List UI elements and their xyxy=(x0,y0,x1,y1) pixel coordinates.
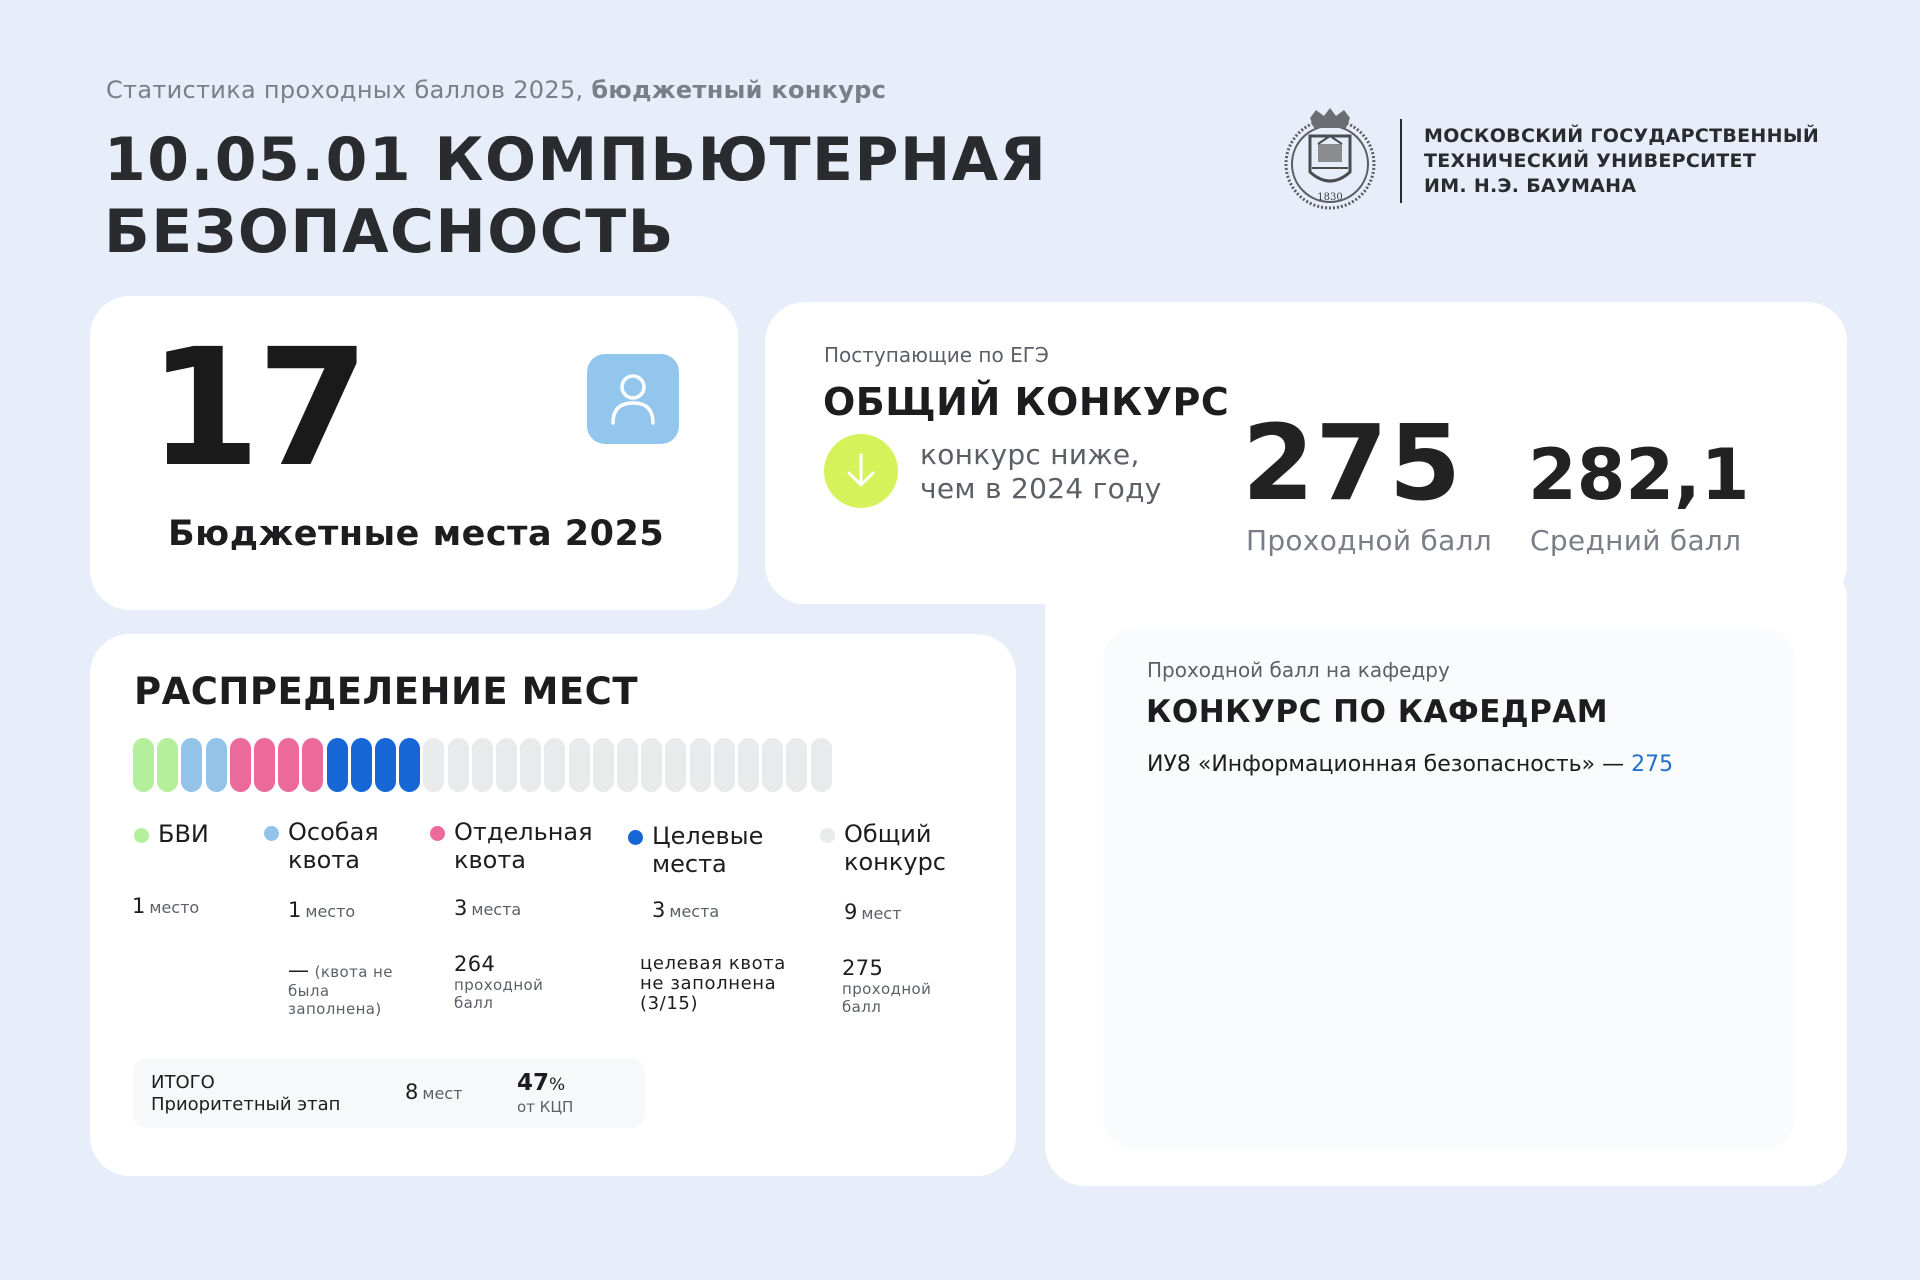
seat-pill-target xyxy=(327,738,348,792)
note-special-text: (квота не была заполнена) xyxy=(288,963,393,1018)
seat-pill-general xyxy=(544,738,565,792)
average-score-label: Средний балл xyxy=(1530,524,1742,557)
seat-pill-bvi xyxy=(157,738,178,792)
legend-target-label2: места xyxy=(652,850,727,878)
trend-note-line1: конкурс ниже, xyxy=(920,438,1140,471)
seat-pill-general xyxy=(738,738,759,792)
department-name: ИУ8 «Информационная безопасность» — xyxy=(1147,752,1632,777)
legend-dot-separate xyxy=(430,826,445,841)
count-special: 1 место xyxy=(288,898,356,922)
university-logo xyxy=(1280,106,1819,216)
seat-pill-general xyxy=(496,738,517,792)
seat-pill-general xyxy=(665,738,686,792)
distribution-title: РАСПРЕДЕЛЕНИЕ МЕСТ xyxy=(134,670,639,713)
legend-special xyxy=(264,818,379,874)
legend-target-label1: Целевые xyxy=(652,822,764,850)
note-general xyxy=(842,956,952,1016)
note-separate xyxy=(454,952,564,1012)
budget-places-label: Бюджетные места 2025 xyxy=(168,514,665,554)
seat-pill-bvi xyxy=(133,738,154,792)
university-seal-icon xyxy=(1280,106,1380,216)
seat-pill-separate xyxy=(278,738,299,792)
logo-divider xyxy=(1400,119,1402,203)
note-general-text: проходной балл xyxy=(842,980,932,1016)
page-subtitle: Статистика проходных баллов 2025, бюджетный конкурс xyxy=(106,76,887,104)
note-general-value: 275 xyxy=(842,956,884,980)
user-icon xyxy=(587,354,679,444)
legend-bvi xyxy=(134,820,209,848)
department-item xyxy=(1147,752,1673,777)
note-target: целевая квота не заполнена (3/15) xyxy=(640,953,786,1014)
legend-general-label1: Общий xyxy=(844,820,932,848)
note-special xyxy=(288,958,398,1018)
legend-general xyxy=(820,820,946,876)
budget-card xyxy=(90,296,738,610)
count-bvi: 1 место xyxy=(132,894,200,918)
university-name-line3: ИМ. Н.Э. БАУМАНА xyxy=(1424,174,1637,197)
university-name-line1: МОСКОВСКИЙ ГОСУДАРСТВЕННЫЙ xyxy=(1424,124,1820,147)
ege-subtitle: Поступающие по ЕГЭ xyxy=(824,343,1049,367)
seat-pill-general xyxy=(762,738,783,792)
departments-subtitle: Проходной балл на кафедру xyxy=(1147,658,1450,682)
legend-dot-general xyxy=(820,828,835,843)
seat-pill-special xyxy=(206,738,227,792)
average-score: 282,1 xyxy=(1528,434,1750,516)
arrow-down-icon xyxy=(824,434,898,508)
seal-year: 1830 xyxy=(1317,192,1343,203)
seat-pill-general xyxy=(448,738,469,792)
legend-dot-target xyxy=(628,830,643,845)
passing-score: 275 xyxy=(1242,402,1463,524)
total-count: 8 мест xyxy=(405,1080,463,1104)
legend-general-label2: конкурс xyxy=(844,848,946,876)
seat-pill-general xyxy=(690,738,711,792)
seat-pill-general xyxy=(593,738,614,792)
seat-pill-general xyxy=(786,738,807,792)
count-separate: 3 места xyxy=(454,896,522,920)
page-title-line2: БЕЗОПАСНОСТЬ xyxy=(104,197,675,267)
trend-note-line2: чем в 2024 году xyxy=(920,472,1162,505)
seat-pill-target xyxy=(375,738,396,792)
legend-separate xyxy=(430,818,593,874)
seat-pill-general xyxy=(472,738,493,792)
total-box xyxy=(133,1058,645,1128)
page-title xyxy=(104,124,1047,268)
total-percent-sub: от КЦП xyxy=(517,1098,574,1116)
legend-special-label1: Особая xyxy=(288,818,379,846)
budget-places-number: 17 xyxy=(148,315,366,503)
seat-pill-general xyxy=(811,738,832,792)
seat-pill-general xyxy=(569,738,590,792)
legend-dot-bvi xyxy=(134,828,149,843)
trend-note xyxy=(920,438,1162,506)
seat-pill-general xyxy=(617,738,638,792)
count-general: 9 мест xyxy=(844,900,902,924)
seat-pill-general xyxy=(714,738,735,792)
seat-pill-special xyxy=(181,738,202,792)
legend-special-label2: квота xyxy=(288,846,361,874)
panel-connector xyxy=(765,500,1065,604)
seat-pills xyxy=(133,738,993,794)
passing-score-label: Проходной балл xyxy=(1246,524,1492,557)
seat-pill-target xyxy=(399,738,420,792)
legend-dot-special xyxy=(264,826,279,841)
legend-target xyxy=(628,822,763,878)
legend-bvi-label: БВИ xyxy=(158,820,209,848)
total-label: ИТОГО Приоритетный этап xyxy=(151,1072,341,1115)
distribution-card xyxy=(90,634,1016,1176)
note-separate-value: 264 xyxy=(454,952,496,976)
university-name-line2: ТЕХНИЧЕСКИЙ УНИВЕРСИТЕТ xyxy=(1424,149,1757,172)
seat-pill-general xyxy=(520,738,541,792)
note-special-value: — xyxy=(288,958,310,982)
university-name xyxy=(1424,124,1819,199)
ege-title: ОБЩИЙ КОНКУРС xyxy=(823,380,1230,424)
legend-separate-label2: квота xyxy=(454,846,527,874)
page-title-line1: 10.05.01 КОМПЬЮТЕРНАЯ xyxy=(104,125,1048,195)
seat-pill-general xyxy=(641,738,662,792)
note-separate-text: проходной балл xyxy=(454,976,544,1012)
seat-pill-target xyxy=(351,738,372,792)
seat-pill-separate xyxy=(254,738,275,792)
total-percent: 47% xyxy=(517,1070,566,1096)
departments-title: КОНКУРС ПО КАФЕДРАМ xyxy=(1146,694,1609,730)
departments-card xyxy=(1103,628,1795,1150)
seat-pill-separate xyxy=(302,738,323,792)
legend-separate-label1: Отдельная xyxy=(454,818,593,846)
seat-pill-general xyxy=(423,738,444,792)
count-target: 3 места xyxy=(652,898,720,922)
seat-pill-separate xyxy=(230,738,251,792)
department-score: 275 xyxy=(1631,752,1674,777)
